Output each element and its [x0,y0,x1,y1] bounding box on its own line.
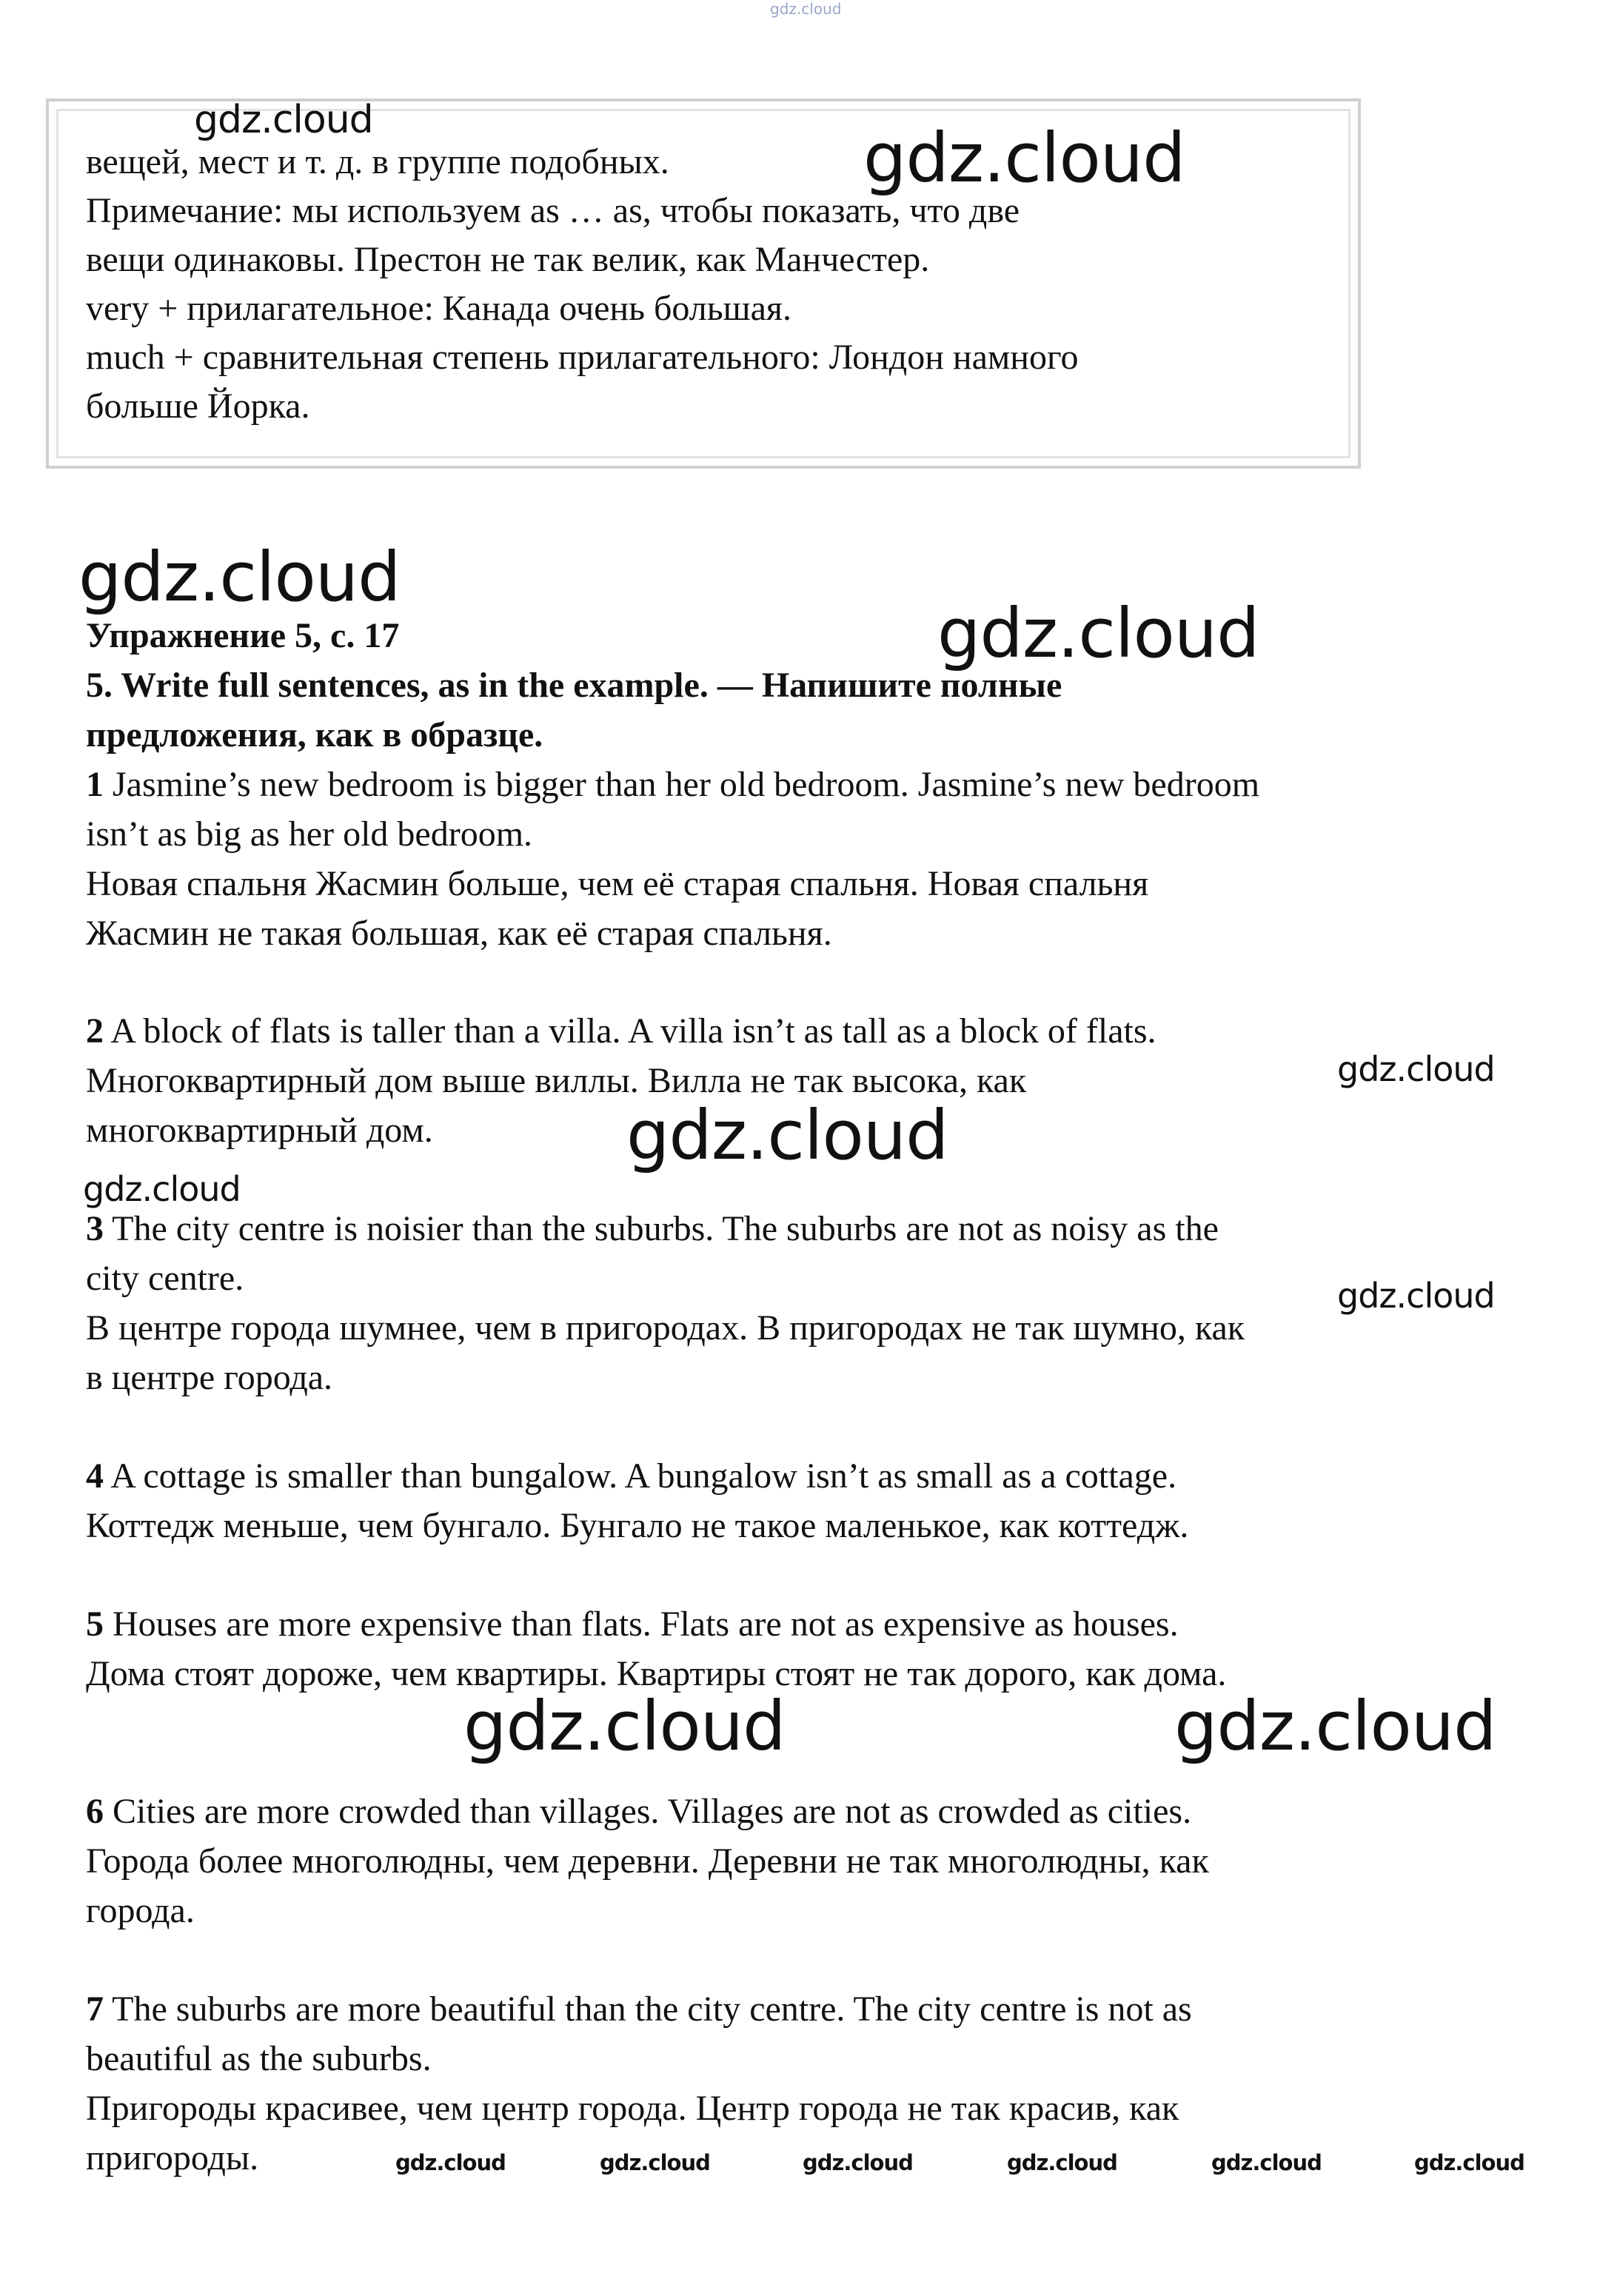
watermark: gdz.cloud [194,98,373,142]
item-7-en-cont: beautiful as the suburbs. [86,2039,432,2078]
sentence-text: Houses are more expensive than flats. Flats are not as expensive as houses. [113,1604,1179,1644]
watermark: gdz.cloud [1211,2150,1322,2175]
item-1-ru: Новая спальня Жасмин больше, чем её старая спальня. Новая спальня [86,864,1149,903]
rule-line: much + сравнительная степень прилагательного: Лондон намного [86,338,1079,377]
item-6-ru-cont: города. [86,1891,195,1930]
rule-line: вещи одинаковы. Престон не так велик, как Манчестер. [86,240,930,279]
item-number: 3 [86,1209,104,1248]
sentence-text: The suburbs are more beautiful than the city centre. The city centre is not as [112,1989,1192,2029]
watermark: gdz.cloud [626,1096,948,1175]
item-3-ru: В центре города шумнее, чем в пригородах. В пригородах не так шумно, как [86,1308,1245,1348]
sentence-text: Jasmine’s new bedroom is bigger than her old bedroom. Jasmine’s new bedroom [113,765,1260,804]
watermark: gdz.cloud [1007,2150,1117,2175]
item-1-en [86,760,1259,809]
item-number: 7 [86,1989,104,2029]
item-number: 6 [86,1792,104,1831]
item-7-en [86,1985,1192,2034]
item-7-ru-cont: пригороды. [86,2138,259,2178]
item-3-en [86,1205,1219,1254]
task-instruction: предложения, как в образце. [86,715,543,754]
rule-line: very + прилагательное: Канада очень большая. [86,289,791,328]
item-4-en [86,1452,1176,1501]
sentence-text: A block of flats is taller than a villa. A villa isn’t as tall as a block of flats. [110,1011,1157,1051]
watermark: gdz.cloud [463,1687,786,1766]
item-2-en [86,1007,1157,1056]
item-7-ru: Пригороды красивее, чем центр города. Центр города не так красив, как [86,2089,1179,2128]
item-2-ru-cont: многоквартирный дом. [86,1111,433,1150]
watermark: gdz.cloud [1337,1049,1495,1089]
task-instruction: 5. Write full sentences, as in the example. — Напишите полные [86,666,1062,705]
item-5-ru: Дома стоят дороже, чем квартиры. Квартиры стоят не так дорого, как дома. [86,1654,1227,1693]
item-3-ru-cont: в центре города. [86,1358,333,1397]
item-number: 1 [86,765,104,804]
watermark: gdz.cloud [937,594,1259,673]
item-3-en-cont: city centre. [86,1259,244,1298]
rule-line: Примечание: мы используем as … as, чтобы показать, что две [86,191,1020,230]
watermark: gdz.cloud [395,2150,506,2175]
rule-line: вещей, мест и т. д. в группе подобных. [86,142,669,181]
item-1-ru-cont: Жасмин не такая большая, как её старая спальня. [86,914,832,953]
item-6-ru: Города более многолюдны, чем деревни. Деревни не так многолюдны, как [86,1841,1209,1881]
watermark: gdz.cloud [1174,1687,1496,1766]
sentence-text: A cottage is smaller than bungalow. A bungalow isn’t as small as a cottage. [110,1456,1177,1496]
rule-line: больше Йорка. [86,386,310,426]
sentence-text: Cities are more crowded than villages. Villages are not as crowded as cities. [113,1792,1192,1831]
item-1-en-cont: isn’t as big as her old bedroom. [86,814,533,854]
watermark: gdz.cloud [1414,2150,1524,2175]
watermark: gdz.cloud [78,538,401,617]
exercise-heading: Упражнение 5, с. 17 [86,616,400,655]
sentence-text: The city centre is noisier than the suburbs. The suburbs are not as noisy as the [112,1209,1219,1248]
item-5-en [86,1600,1179,1649]
item-6-en [86,1787,1191,1836]
item-number: 2 [86,1011,104,1051]
watermark: gdz.cloud [803,2150,913,2175]
top-watermark: gdz.cloud [770,0,842,18]
watermark: gdz.cloud [83,1169,241,1209]
item-2-ru: Многоквартирный дом выше виллы. Вилла не так высока, как [86,1061,1027,1100]
watermark: gdz.cloud [1337,1276,1495,1316]
item-4-ru: Коттедж меньше, чем бунгало. Бунгало не такое маленькое, как коттедж. [86,1506,1189,1545]
item-number: 4 [86,1456,104,1496]
watermark: gdz.cloud [863,118,1185,198]
item-number: 5 [86,1604,104,1644]
watermark: gdz.cloud [600,2150,710,2175]
